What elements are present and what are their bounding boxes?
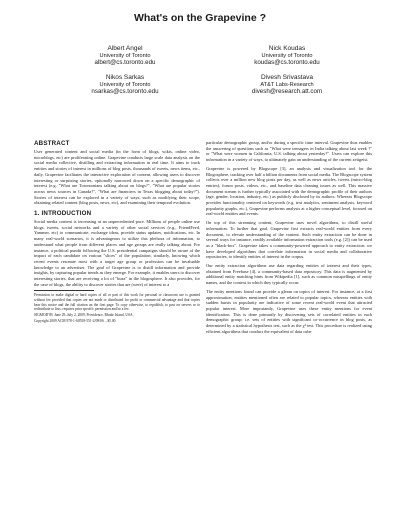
right-column — [206, 140, 372, 338]
body-paragraph: Our entity extraction algorithms use data regarding entities of interest and their types, obtained from Freebase [4], a community-based data repository. This data is augmented by additional entity matching hints from Wikipedia [1], such as common misspellings of entity names, and the context in which they typically occur. — [206, 263, 372, 286]
author-block-2 — [212, 45, 362, 67]
author-affiliation: University of Toronto — [99, 52, 151, 59]
author-name: Nikos Sarkas — [105, 74, 145, 81]
author-name: Albert Angel — [107, 45, 143, 52]
footnote-rule — [34, 290, 94, 291]
body-paragraph: particular demographic group, and/or during a specific time interval. Grapevine thus enables the answering of questions such as "What were teenagers in India talking about last week ?" or "What were women in California, U.S. talking about yesterday?". Users can explore this information in a variety of ways, to ultimately gain an understanding of the current zeitgeist. — [206, 140, 372, 163]
author-name: Divesh Srivastava — [260, 74, 314, 81]
abstract-heading: ABSTRACT — [34, 140, 70, 147]
conference-footnote: SIGMOD'09, June 29–July 2, 2009, Providence, Rhode Island, USA. — [34, 313, 134, 318]
author-block-4 — [212, 74, 362, 96]
left-column — [34, 140, 200, 326]
intro-text: Social media content is increasing at an unprecedented pace. Millions of people online use blogs, tweets, social networks and a variety of other social services (e.g., FriendFeed, Yammer, etc) to communicate, exchange ideas, provide status updates, notifications, etc. In many real-world scenarios, it is advantageous to utilize this plethora of information, to understand what people from different places and age groups are really talking about. For instance, a political pundit following the U.S. presidential campaigns should be aware of the impact of each candidate on various "slices" of the population; similarly, knowing which recent events resonate most with a target age group or profession can be invaluable knowledge to an advertiser. The goal of Grapevine is to distill information and provide insights, by capturing popular trends as they emerge. For example, it enables users to discover interesting stories, that are receiving a lot of "buzz" in the blogosphere. It also provides, for the case of blogs, the ability to discover stories that are (were) of interest to a — [34, 219, 200, 287]
author-affiliation: AT&T Labs-Research — [260, 81, 314, 88]
paper-title: What's on the Grapevine ? — [133, 12, 266, 24]
author-email: albert@cs.toronto.edu — [94, 59, 156, 67]
author-affiliation: University of Toronto — [99, 81, 151, 88]
copyright-footnote: Copyright 2009 ACM 978-1-60558-551-2/09/06 ...$5.00. — [34, 319, 117, 324]
body-paragraph: Grapevine is powered by Blogscope [3], an analysis and visualization tool for the Blogosphere, tracking over half a billion documents from social media. The Blogscope system collects over a million new blog posts per day, as well as news articles, tweets (micro-blog entries), forum posts, videos, etc., and baseline data cleaning issues as well. This massive document stream is further typically associated with the demographic profile of their authors (age, gender, location, industry, etc.) as publicly disclosed by its authors. Whereas Blogscope provides functionality centered on keywords (e.g. text analytics, sentiment analysis, keyword popularity graphs, etc.), Grapevine performs analysis at a higher conceptual level, focused on real-world entities and events. — [206, 165, 372, 217]
author-email: nsarkas@cs.toronto.edu — [91, 88, 159, 96]
abstract-text: User generated content and social media (in the form of blogs, wikis, online video, microblogs, etc) are proliferating online. Grapevine conducts large scale data analysis on the social media collective, distilling and extracting information in real time. It aims to track entities and stories of interest in millions of blog posts, thousands of tweets, news items, etc., daily. Grapevine facilitates the interactive exploration of content, allowing users to discover interesting or surprising stories, optionally narrowed down on a specific demographic of interest (e.g. "What are Torontonians talking about on blogs?", "What are popular stories across news sources in Canada?", "What are financiers in Texas blogging about today?"). Stories of interest can be explored in a variety of ways, such as modifying their scope, obtaining related content (blog posts, news, etc), and examining their temporal evolution. — [34, 149, 200, 206]
permission-footnote: Permission to make digital or hard copies of all or part of this work for personal or classroom use is granted without fee provided that copies are not made or distributed for profit or commercial advantage and that copies bear this notice and the full citation on the first page. To copy otherwise, to republish, to post on servers or to redistribute to lists, requires prior specific permission and/or a fee. — [34, 293, 200, 312]
author-block-1 — [50, 45, 200, 67]
author-name: Nick Koudas — [268, 45, 306, 52]
intro-heading: 1. INTRODUCTION — [34, 210, 92, 218]
body-paragraph: The entity mentions found can provide a gleam on topics of interest. For instance, at a first approximation, entities mentioned often are related to popular topics, whereas entities with sudden bursts in popularity are indicative of some recent real-world event that attracted popular interest. More importantly, Grapevine uses these entity mentions for event identification. This is done primarily by discovering sets of correlated entities in each demographic group; i.e. sets of entities with significant co-occurrence in blog posts, as determined by a statistical hypothesis test, such as the χ² test. This procedure is realized using efficient algorithms that conduct the equivalent of data cube — [206, 288, 372, 334]
author-email: divesh@research.att.com — [251, 88, 323, 96]
author-email: koudas@cs.toronto.edu — [254, 59, 320, 67]
body-paragraph: On top of this streaming content, Grapevine uses novel algorithms, to distill useful information. To further that goal, Grapevine first extracts real-world entities from every document, to elevate understanding of the content. Such entity extraction can be done in several ways for instance, readily available information extraction tools (e.g. [2]) can be used as a "black-box". Grapevine takes a community-powered approach to entity extraction: we have developed algorithms that correlate information in social media and collaborative repositories, to identify entities of interest in the corpus. — [206, 220, 372, 260]
author-block-3 — [50, 74, 200, 96]
author-affiliation: University of Toronto — [261, 52, 313, 59]
